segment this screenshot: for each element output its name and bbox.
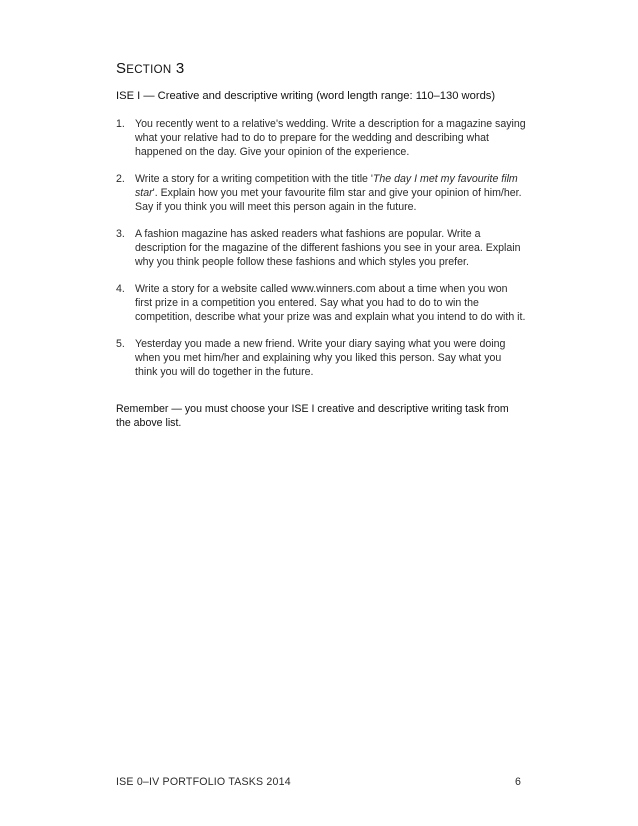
task-text: Yesterday you made a new friend. Write your diary saying what you were doing when you met him/her and explaining why you liked this person. Say what you think you will do together in the future. <box>135 338 506 378</box>
task-item-1 <box>116 117 526 159</box>
task-text: You recently went to a relative's wedding. Write a description for a magazine saying what your relative had to do to prepare for the wedding and describing what happened on the day. Give your opinion of the experience. <box>135 118 526 158</box>
section-title-initial: S <box>116 60 127 77</box>
task-text: Write a story for a writing competition with the title ' <box>135 173 373 185</box>
task-number: 2. <box>116 173 125 185</box>
section-title-rest: ECTION <box>126 64 172 76</box>
task-title-italic: The day I met my favourite film star <box>135 173 518 199</box>
task-text: A fashion magazine has asked readers what fashions are popular. Write a description for the magazine of the different fashions you see in your area. Explain why you think people follow these fashions and which styles you prefer. <box>135 228 521 268</box>
task-number: 1. <box>116 118 125 130</box>
task-item-5 <box>116 337 526 379</box>
task-text: Write a story for a website called www.winners.com about a time when you won first prize in a competition you entered. Say what you had to do to win the competition, describe what your prize was and explain what you intend to do with it. <box>135 283 526 323</box>
task-list <box>116 117 526 392</box>
task-number: 5. <box>116 338 125 350</box>
task-number: 3. <box>116 228 125 240</box>
page-number: 6 <box>515 776 521 788</box>
task-text-continued: '. Explain how you met your favourite film star and give your opinion of him/her. Say if you think you will meet this person again in the future. <box>135 187 522 213</box>
section-number: 3 <box>175 60 185 77</box>
reminder-note: Remember — you must choose your ISE I creative and descriptive writing task from the above list. <box>116 403 509 429</box>
task-number: 4. <box>116 283 125 295</box>
task-item-3 <box>116 227 526 269</box>
task-item-4 <box>116 282 526 324</box>
footer-title: ISE 0–IV PORTFOLIO TASKS 2014 <box>116 776 291 788</box>
task-item-2 <box>116 172 526 214</box>
section-title <box>116 60 184 77</box>
task-subheading: ISE I — Creative and descriptive writing (word length range: 110–130 words) <box>116 90 496 102</box>
